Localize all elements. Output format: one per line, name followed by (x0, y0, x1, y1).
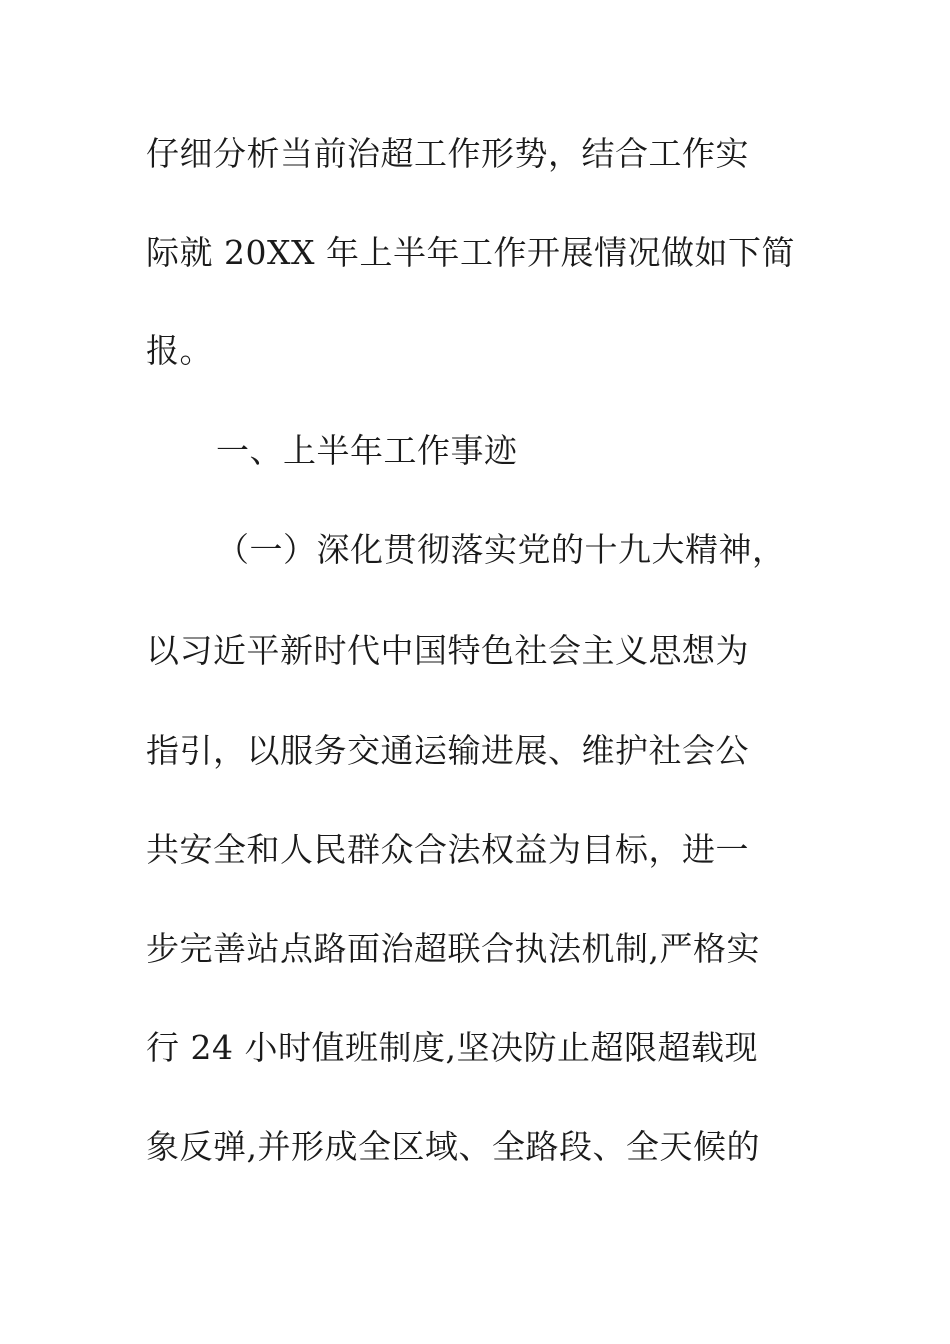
subsection-line: 以习近平新时代中国特色社会主义思想为 (146, 631, 749, 670)
subsection-line: 行 24 小时值班制度,坚决防止超限超载现 (146, 1028, 758, 1067)
paragraph-line: 际就 20XX 年上半年工作开展情况做如下简 (146, 233, 795, 272)
subsection-line: 步完善站点路面治超联合执法机制,严格实 (146, 929, 760, 968)
subsection-line: 指引，以服务交通运输进展、维护社会公 (146, 731, 749, 770)
paragraph-line: 报。 (146, 331, 213, 370)
subsection-line: （一）深化贯彻落实党的十九大精神， (216, 530, 786, 569)
subsection-line: 象反弹,并形成全区域、全路段、全天候的 (146, 1127, 760, 1166)
section-heading: 一、上半年工作事迹 (216, 431, 518, 470)
paragraph-line: 仔细分析当前治超工作形势，结合工作实 (146, 134, 749, 173)
subsection-line: 共安全和人民群众合法权益为目标，进一 (146, 830, 749, 869)
